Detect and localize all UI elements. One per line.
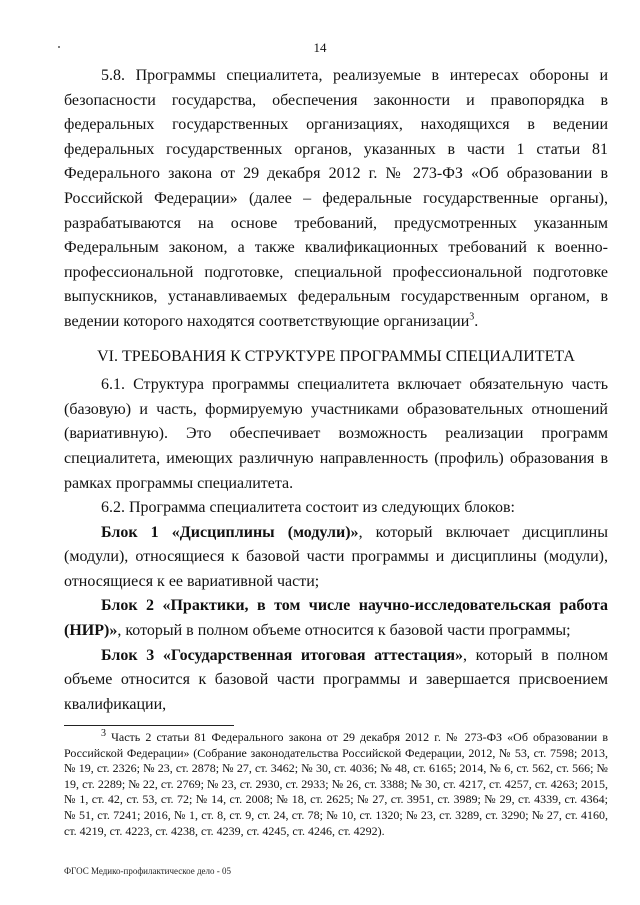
page-number: 14 [313, 40, 327, 55]
block-1-title: Блок 1 «Дисциплины (модули)» [101, 523, 359, 541]
block-2-title: Блок 2 «Практики, в том числе научно-исследовательская работа (НИР)» [64, 597, 608, 640]
block-3-item [64, 644, 608, 718]
block-2-item [64, 594, 608, 643]
block-1-text: , который включает дисциплины (модули), относящиеся к базовой части программы и дисциплины (модули), относящиеся к ее вариативной части; [64, 523, 608, 590]
paragraph-6-1: 6.1. Структура программы специалитета включает обязательную часть (базовую) и часть, формируемую участниками образовательных отношений (вариативную). Это обеспечивает возможность реализации программ специалитета, имеющих различную направленность (профиль) образования в рамках программы специалитета. [64, 376, 608, 492]
block-1-item [64, 521, 608, 595]
block-3-title: Блок 3 «Государственная итоговая аттестация» [101, 646, 463, 664]
footnote-text: Часть 2 статьи 81 Федерального закона от 29 декабря 2012 г. № 273-ФЗ «Об образовании в Российской Федерации» (Собрание законодательства Российской Федерации, 2012, № 53, ст. 7598; 2013, № 19, ст. 2326; № 23, ст. 2878; № 27, ст. 3462; № 30, ст. 4036; № 48, ст. 6165; 2014, № 6, ст. 562, ст. 566; № 19, ст. 2289; № 22, ст. 2769; № 23, ст. 2930, ст. 2933; № 26, ст. 3388; № 30, ст. 4217, ст. 4257, ст. 4263; 2015, № 1, ст. 42, ст. 53, ст. 72; № 14, ст. 2008; № 18, ст. 2625; № 27, ст. 3951, ст. 3989; № 29, ст. 4339, ст. 4364; № 51, ст. 7241; 2016, № 1, ст. 8, ст. 9, ст. 24, ст. 78; № 10, ст. 1320; № 23, ст. 3289, ст. 3290; № 27, ст. 4160, ст. 4219, ст. 4223, ст. 4238, ст. 4239, ст. 4245, ст. 4246, ст. 4292). [64, 730, 608, 838]
paragraph-5-8 [64, 64, 608, 335]
footnote-number: 3 [101, 728, 106, 739]
paragraph-6-2: 6.2. Программа специалитета состоит из следующих блоков: [101, 499, 515, 517]
paragraph-5-8-text: 5.8. Программы специалитета, реализуемые в интересах обороны и безопасности государства, обеспечения законности и правопорядка в федеральных государственных организациях, находящихся в ведении федеральных государственных органов, указанных в части 1 статьи 81 Федерального закона от 29 декабря 2012 г. № 273-ФЗ «Об образовании в Российской Федерации» (далее – федеральные государственные органы), разрабатываются на основе требований, предусмотренных указанным Федеральным законом, а также квалификационных требований к военно-профессиональной подготовке, специальной профессиональной подготовке выпускников, устанавливаемых федеральным государственным органом, в ведении которого находятся соответствующие организации [64, 67, 608, 330]
section-heading: VI. ТРЕБОВАНИЯ К СТРУКТУРЕ ПРОГРАММЫ СПЕЦИАЛИТЕТА [97, 347, 575, 365]
footnote-divider [64, 725, 234, 726]
footnote-marker[interactable]: 3 [469, 311, 475, 323]
footnote [64, 730, 608, 839]
paragraph-5-8-end: . [474, 312, 479, 330]
block-3-text: , который в полном объеме относится к базовой части программы и завершается присвоением квалификации, [64, 646, 608, 713]
page-footer: ФГОС Медико-профилактическое дело - 05 [64, 866, 232, 876]
main-text [64, 64, 608, 717]
block-2-text: , который в полном объеме относится к базовой части программы; [117, 622, 571, 640]
